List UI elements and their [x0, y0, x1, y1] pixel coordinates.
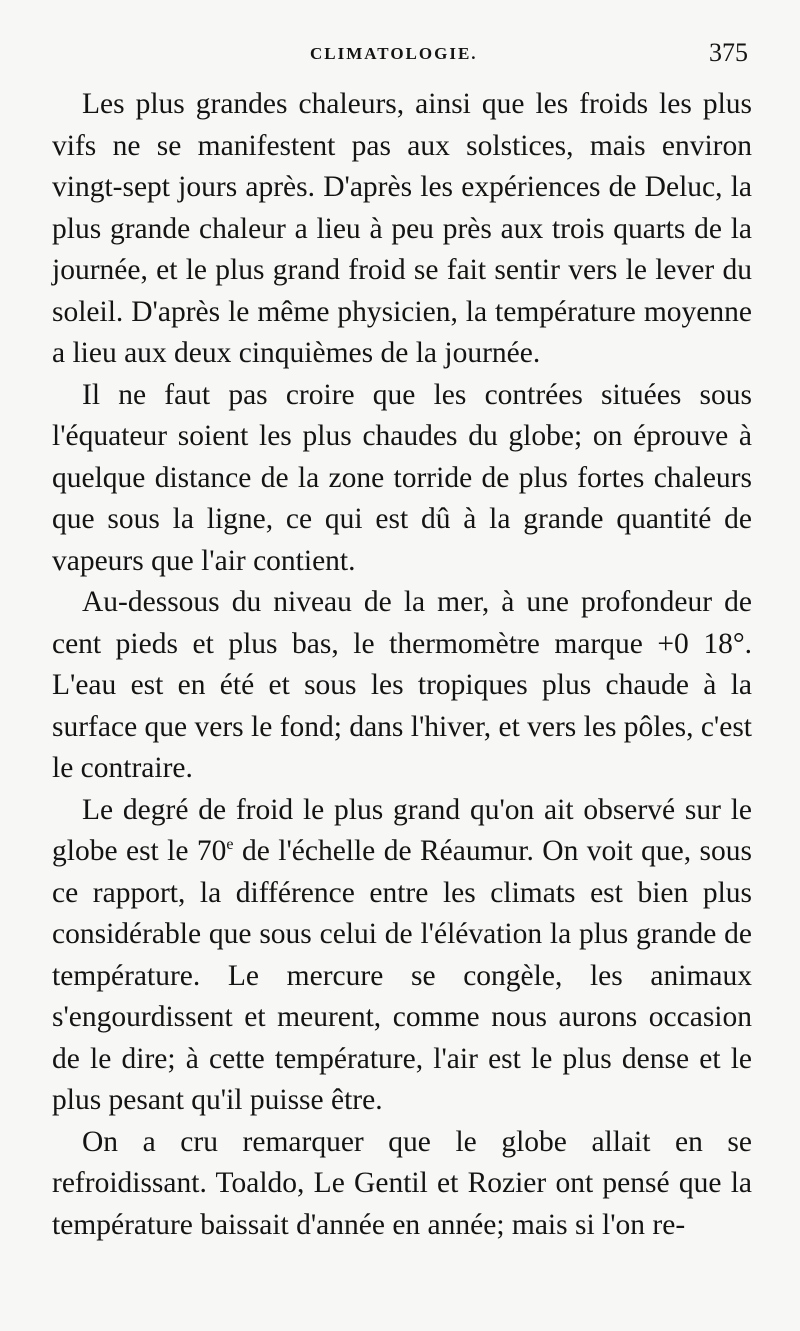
running-head — [52, 38, 752, 84]
paragraph-1: Les plus grandes chaleurs, ainsi que les froids les plus vifs ne se manifestent pas aux solstices, mais environ vingt-sept jours après. D'après les expériences de Deluc, la plus grande chaleur a lieu à peu près aux trois quarts de la journée, et le plus grand froid se fait sentir vers le lever du soleil. D'après le même physicien, la température moyenne a lieu aux deux cinquièmes de la journée. — [52, 88, 752, 369]
paragraph-5: On a cru remarquer que le globe allait en se refroidissant. Toaldo, Le Gentil et Rozier ont pensé que la température baissait d'année en année; mais si l'on re- — [52, 1125, 752, 1241]
body-text — [52, 84, 752, 1246]
paragraph-4 — [52, 790, 752, 1122]
page-number: 375 — [709, 38, 748, 67]
running-title: CLIMATOLOGIE. — [310, 44, 478, 63]
ordinal-superscript: e — [226, 836, 234, 854]
paragraph-3: Au-dessous du niveau de la mer, à une profondeur de cent pieds et plus bas, le thermomètre marque +0 18°. L'eau est en été et sous les tropiques plus chaude à la surface que vers le fond; dans l'hiver, et vers les pôles, c'est le contraire. — [52, 586, 753, 784]
paragraph-4-text-start: Le degré de froid le plus grand qu'on ait observé sur le globe est le 70 — [52, 793, 752, 867]
paragraph-4-text-end: de l'échelle de Réaumur. On voit que, sous ce rapport, la différence entre les climats est bien plus considérable que sous celui de l'élévation la plus grande de température. Le mercure se congèle, les animaux s'engourdissent et meurent, comme nous aurons occasion de le dire; à cette température, l'air est le plus dense et le plus pesant qu'il puisse être. — [52, 835, 752, 1116]
paragraph-2: Il ne faut pas croire que les contrées situées sous l'équateur soient les plus chaudes du globe; on éprouve à quelque distance de la zone torride de plus fortes chaleurs que sous la ligne, ce qui est dû à la grande quantité de vapeurs que l'air contient. — [52, 378, 752, 577]
